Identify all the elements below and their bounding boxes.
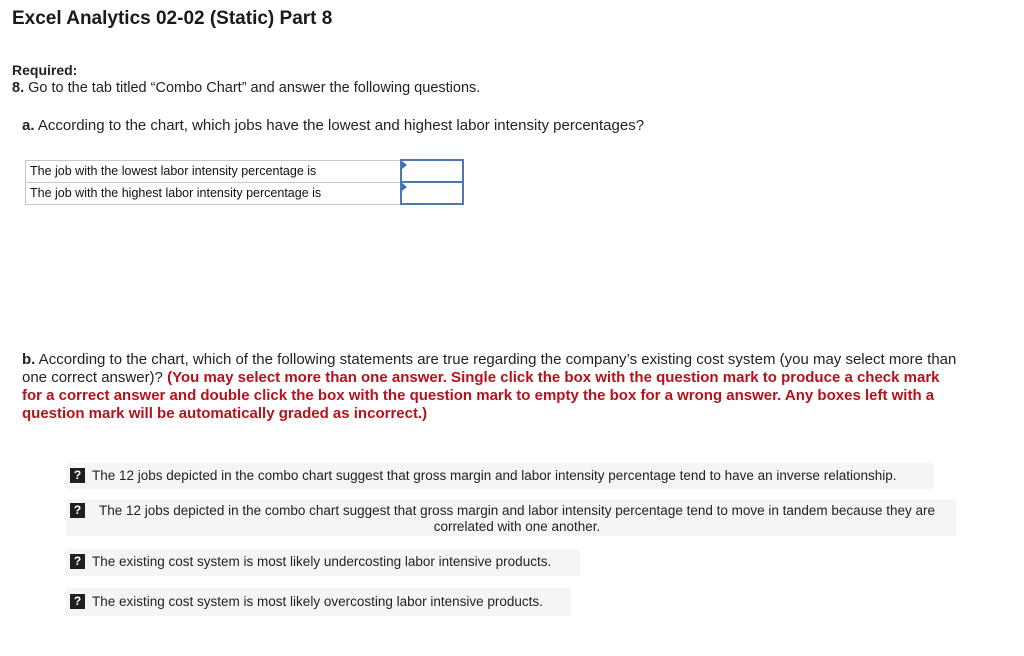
highest-label: The job with the highest labor intensity percentage is [26,182,402,204]
question-b [22,351,957,423]
question-8 [12,80,480,96]
question-mark-checkbox[interactable]: ? [70,554,85,569]
answer-table [25,159,464,205]
question-text: Go to the tab titled “Combo Chart” and answer the following questions. [24,80,481,96]
dropdown-marker-icon [402,183,407,191]
option-text: The 12 jobs depicted in the combo chart suggest that gross margin and labor intensity percentage tend to have an inverse relationship. [92,468,897,483]
question-a-letter: a. [22,117,35,134]
option-text: The existing cost system is most likely overcosting labor intensive products. [92,594,543,609]
question-a-text: According to the chart, which jobs have the lowest and highest labor intensity percentages? [34,117,645,134]
option-3 [66,549,580,576]
table-row [26,182,464,204]
question-a [22,117,644,134]
table-row [26,160,464,182]
option-text: The 12 jobs depicted in the combo chart suggest that gross margin and labor intensity percentage tend to move in tandem because they are correlated with one another. [98,503,935,534]
option-4 [66,588,571,616]
required-label: Required: [12,62,78,78]
question-b-instructions: (You may select more than one answer. Single click the box with the question mark to produce a check mark for a correct answer and double click the box with the question mark to empty the box for a wrong answer. Any boxes left with a question mark will be automatically graded as incorrect.) [22,369,940,422]
highest-answer-input[interactable] [401,182,463,204]
page-title: Excel Analytics 02-02 (Static) Part 8 [12,8,333,29]
question-b-text: According to the chart, which of the following statements are true regarding the company’s existing cost system (you may select more than one correct answer)? [22,351,957,386]
question-number: 8. [12,80,25,96]
question-b-letter: b. [22,351,36,368]
lowest-answer-input[interactable] [401,160,463,182]
question-mark-checkbox[interactable]: ? [70,468,85,483]
option-2 [66,499,956,536]
dropdown-marker-icon [402,161,407,169]
question-mark-checkbox[interactable]: ? [70,594,85,609]
option-1 [66,463,934,489]
option-text: The existing cost system is most likely undercosting labor intensive products. [92,554,552,569]
question-mark-checkbox[interactable]: ? [70,503,85,518]
lowest-label: The job with the lowest labor intensity percentage is [26,160,402,182]
